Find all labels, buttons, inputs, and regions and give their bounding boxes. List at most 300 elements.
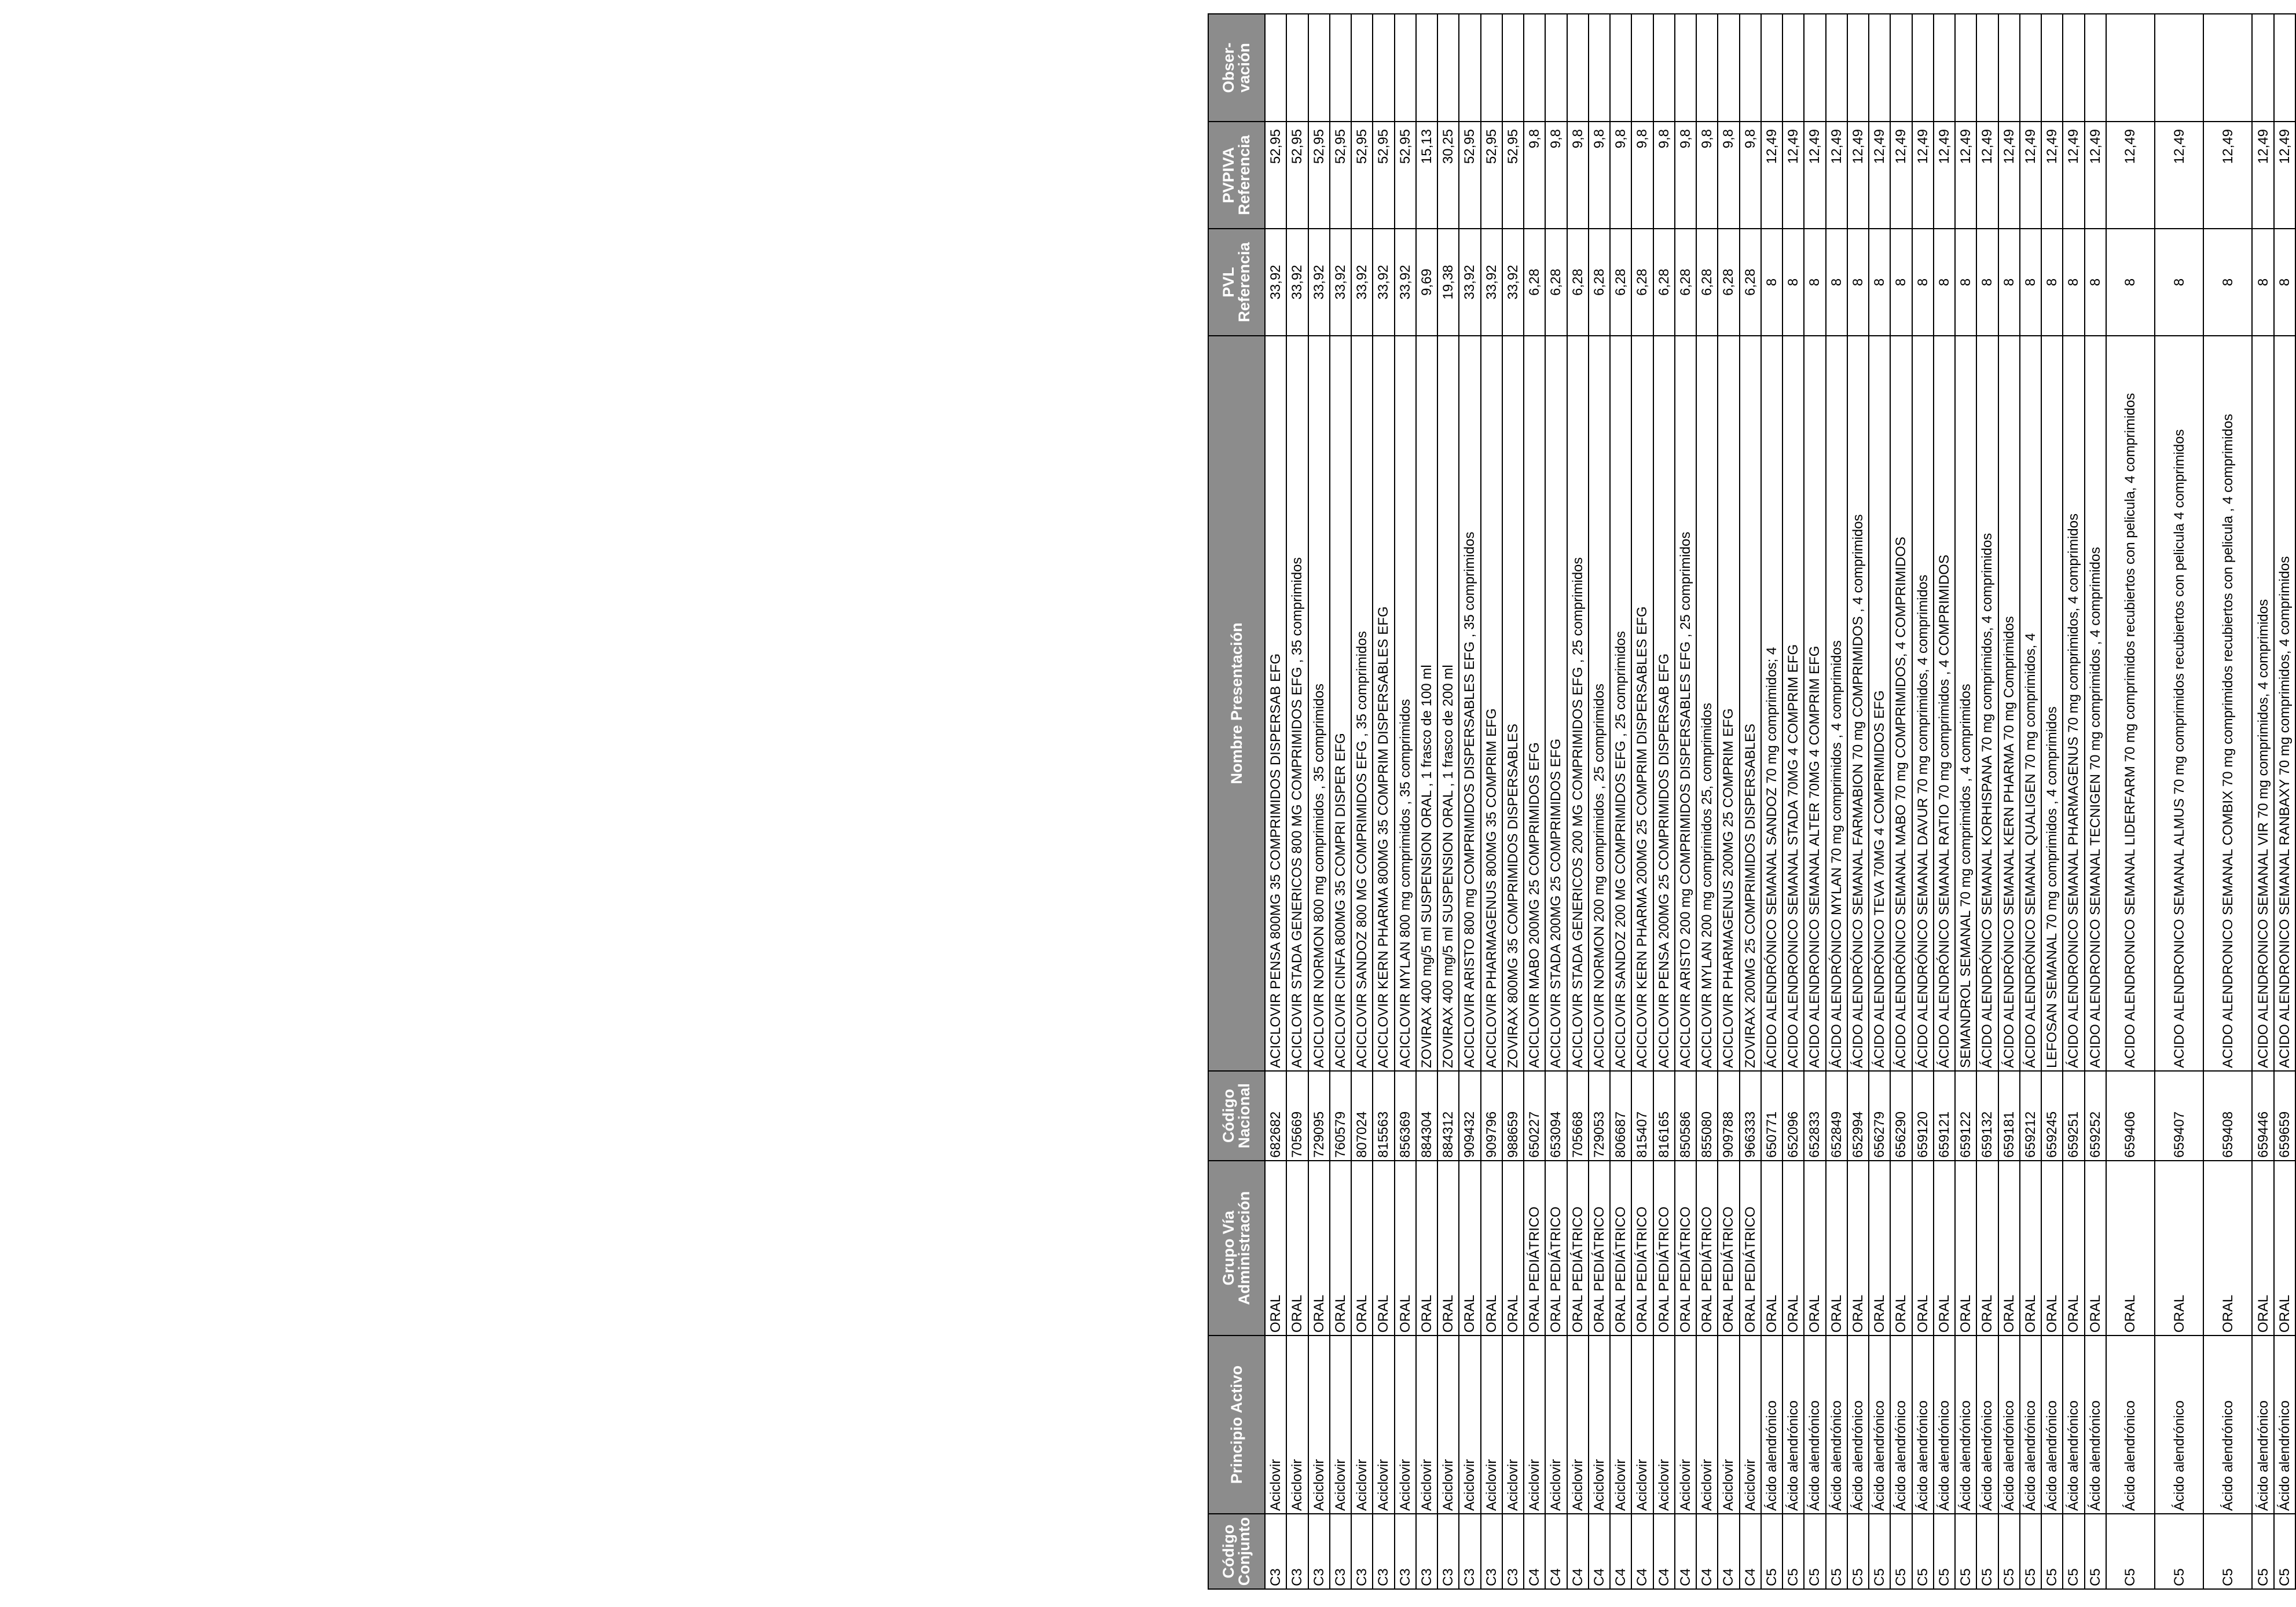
pvpiva-cell: 9,8	[1631, 122, 1653, 229]
principio-activo-cell: Ácido alendrónico	[1761, 1336, 1782, 1514]
pvpiva-cell: 9,8	[1696, 122, 1718, 229]
nombre-presentacion-cell: ACICLOVIR ARISTO 800 mg COMPRIMIDOS DISPERSABLES EFG , 35 comprimidos	[1459, 336, 1480, 1071]
observacion-cell	[1395, 14, 1416, 122]
observacion-cell	[1782, 14, 1804, 122]
nombre-presentacion-cell: ACIDO ALENDRONICO SEMANAL RANBAXY 70 mg comprimidos, 4 comprimidos	[2274, 336, 2295, 1071]
codigo-nacional-cell: 659407	[2155, 1071, 2203, 1161]
nombre-presentacion-cell: ACIDO ALENDRONICO SEMANAL COMBIX 70 mg comprimidos recubiertos con pelicula , 4 comprimidos	[2203, 336, 2252, 1071]
observacion-cell	[1631, 14, 1653, 122]
pvpiva-cell: 52,95	[1373, 122, 1394, 229]
nombre-presentacion-cell: ACIDO ALENDRONICO SEMANAL VIR 70 mg comprimidos, 4 comprimidos	[2252, 336, 2273, 1071]
codigo-nacional-cell: 909432	[1459, 1071, 1480, 1161]
pvl-cell: 8	[2203, 229, 2252, 336]
codigo-nacional-cell: 855080	[1696, 1071, 1718, 1161]
codigo-nacional-cell: 760579	[1330, 1071, 1351, 1161]
nombre-presentacion-cell: ÁCIDO ALENDRÓNICO SEMANAL SANDOZ 70 mg comprimidos; 4	[1761, 336, 1782, 1071]
nombre-presentacion-cell: ZOVIRAX 400 mg/5 ml SUSPENSION ORAL , 1 frasco de 200 ml	[1437, 336, 1459, 1071]
principio-activo-cell: Aciclovir	[1459, 1336, 1480, 1514]
pvpiva-cell: 12,49	[1826, 122, 1847, 229]
table-row	[1416, 14, 1437, 1589]
nombre-presentacion-cell: ACICLOVIR MYLAN 200 mg comprimidos 25, comprimidos	[1696, 336, 1718, 1071]
nombre-presentacion-cell: ÁCIDO ALENDRÓNICO SEMANAL QUALIGEN 70 mg comprimidos, 4	[2020, 336, 2041, 1071]
grupo-via-cell: ORAL	[1955, 1161, 1976, 1336]
table-row	[1912, 14, 1934, 1589]
nombre-presentacion-cell: ZOVIRAX 200MG 25 COMPRIMIDOS DISPERSABLES	[1740, 336, 1761, 1071]
grupo-via-cell: ORAL	[1265, 1161, 1286, 1336]
principio-activo-cell: Aciclovir	[1481, 1336, 1502, 1514]
observacion-cell	[2155, 14, 2203, 122]
observacion-cell	[1524, 14, 1545, 122]
pvpiva-cell: 12,49	[1934, 122, 1955, 229]
observacion-cell	[2041, 14, 2063, 122]
codigo-nacional-cell: 682682	[1265, 1071, 1286, 1161]
pvpiva-cell: 12,49	[2203, 122, 2252, 229]
table-row	[2274, 14, 2295, 1589]
table-row	[1286, 14, 1308, 1589]
table-row	[1653, 14, 1675, 1589]
nombre-presentacion-cell: ÁCIDO ALENDRÓNICO SEMANAL KERN PHARMA 70 mg Comprimidos	[1998, 336, 2020, 1071]
codigo-nacional-cell: 909796	[1481, 1071, 1502, 1161]
pvpiva-cell: 12,49	[1869, 122, 1890, 229]
pvpiva-cell: 9,8	[1589, 122, 1610, 229]
pvpiva-cell: 12,49	[1847, 122, 1869, 229]
codigo-nacional-cell: 659181	[1998, 1071, 2020, 1161]
codigo-conjunto-cell: C5	[1869, 1514, 1890, 1589]
grupo-via-cell: ORAL	[1395, 1161, 1416, 1336]
pvl-cell: 6,28	[1675, 229, 1696, 336]
table-row	[1804, 14, 1825, 1589]
principio-activo-cell: Ácido alendrónico	[1826, 1336, 1847, 1514]
codigo-nacional-cell: 652833	[1804, 1071, 1825, 1161]
principio-activo-cell: Aciclovir	[1610, 1336, 1631, 1514]
grupo-via-cell: ORAL	[1912, 1161, 1934, 1336]
principio-activo-cell: Aciclovir	[1330, 1336, 1351, 1514]
codigo-nacional-cell: 815563	[1373, 1071, 1394, 1161]
pvpiva-cell: 15,13	[1416, 122, 1437, 229]
codigo-conjunto-cell: C3	[1395, 1514, 1416, 1589]
codigo-nacional-cell: 815407	[1631, 1071, 1653, 1161]
pvl-cell: 6,28	[1524, 229, 1545, 336]
observacion-cell	[1437, 14, 1459, 122]
pvl-cell: 8	[1976, 229, 1998, 336]
pvpiva-cell: 9,8	[1675, 122, 1696, 229]
pvpiva-cell: 9,8	[1524, 122, 1545, 229]
grupo-via-cell: ORAL	[2020, 1161, 2041, 1336]
pvl-cell: 8	[2274, 229, 2295, 336]
principio-activo-cell: Aciclovir	[1589, 1336, 1610, 1514]
principio-activo-cell: Aciclovir	[1308, 1336, 1330, 1514]
table-row	[2020, 14, 2041, 1589]
pvpiva-cell: 9,8	[1545, 122, 1567, 229]
grupo-via-cell: ORAL	[2155, 1161, 2203, 1336]
nombre-presentacion-cell: SEMANDROL SEMANAL 70 mg comprimidos , 4 comprimidos	[1955, 336, 1976, 1071]
principio-activo-cell: Ácido alendrónico	[1912, 1336, 1934, 1514]
grupo-via-cell: ORAL	[1869, 1161, 1890, 1336]
rotated-page	[1208, 14, 2296, 1590]
pvl-cell: 6,28	[1631, 229, 1653, 336]
codigo-conjunto-cell: C4	[1653, 1514, 1675, 1589]
codigo-conjunto-cell: C4	[1675, 1514, 1696, 1589]
grupo-via-cell: ORAL	[1890, 1161, 1912, 1336]
table-row	[2203, 14, 2252, 1589]
table-row	[1330, 14, 1351, 1589]
observacion-cell	[1998, 14, 2020, 122]
table-row	[1890, 14, 1912, 1589]
codigo-conjunto-cell: C5	[2063, 1514, 2084, 1589]
grupo-via-cell: ORAL	[1459, 1161, 1480, 1336]
pvl-cell: 8	[1934, 229, 1955, 336]
codigo-nacional-cell: 806687	[1610, 1071, 1631, 1161]
codigo-conjunto-cell: C4	[1696, 1514, 1718, 1589]
table-row	[1826, 14, 1847, 1589]
table-row	[1934, 14, 1955, 1589]
codigo-conjunto-cell: C3	[1373, 1514, 1394, 1589]
pvpiva-cell: 9,8	[1567, 122, 1589, 229]
pvl-cell: 6,28	[1589, 229, 1610, 336]
pvpiva-cell: 30,25	[1437, 122, 1459, 229]
pvl-cell: 33,92	[1330, 229, 1351, 336]
codigo-conjunto-cell: C5	[1912, 1514, 1934, 1589]
pvl-cell: 8	[1998, 229, 2020, 336]
pvl-cell: 33,92	[1502, 229, 1524, 336]
table-row	[2085, 14, 2106, 1589]
pvl-cell: 33,92	[1481, 229, 1502, 336]
pvpiva-cell: 12,49	[2041, 122, 2063, 229]
codigo-nacional-cell: 656279	[1869, 1071, 1890, 1161]
observacion-cell	[1502, 14, 1524, 122]
pvl-cell: 8	[2063, 229, 2084, 336]
nombre-presentacion-cell: ACICLOVIR CINFA 800MG 35 COMPRI DISPER EFG	[1330, 336, 1351, 1071]
observacion-cell	[2106, 14, 2155, 122]
pvpiva-cell: 52,95	[1502, 122, 1524, 229]
pvl-cell: 33,92	[1286, 229, 1308, 336]
observacion-header: Obser- vación	[1208, 14, 1265, 122]
grupo-via-cell: ORAL	[1998, 1161, 2020, 1336]
codigo-nacional-cell: 988659	[1502, 1071, 1524, 1161]
codigo-conjunto-cell: C4	[1524, 1514, 1545, 1589]
codigo-conjunto-cell: C3	[1416, 1514, 1437, 1589]
principio-activo-cell: Ácido alendrónico	[2252, 1336, 2273, 1514]
table-row	[1610, 14, 1631, 1589]
grupo-via-cell: ORAL	[1502, 1161, 1524, 1336]
codigo-nacional-cell: 807024	[1351, 1071, 1373, 1161]
grupo-via-cell: ORAL	[2041, 1161, 2063, 1336]
nombre-presentacion-cell: ÁCIDO ALENDRÓNICO TEVA 70MG 4 COMPRIMIDOS EFG	[1869, 336, 1890, 1071]
codigo-conjunto-cell: C5	[2085, 1514, 2106, 1589]
pvl-cell: 33,92	[1395, 229, 1416, 336]
observacion-cell	[1373, 14, 1394, 122]
principio-activo-cell: Aciclovir	[1286, 1336, 1308, 1514]
codigo-nacional-cell: 850586	[1675, 1071, 1696, 1161]
grupo-via-cell: ORAL	[1826, 1161, 1847, 1336]
nombre-presentacion-cell: ACICLOVIR STADA 200MG 25 COMPRIMIDOS EFG	[1545, 336, 1567, 1071]
principio-activo-cell: Ácido alendrónico	[2106, 1336, 2155, 1514]
nombre-presentacion-cell: ACICLOVIR NORMON 800 mg comprimidos , 35 comprimidos	[1308, 336, 1330, 1071]
nombre-presentacion-cell: ACIDO ALENDRONICO SEMANAL TECNIGEN 70 mg comprimidos , 4 comprimidos	[2085, 336, 2106, 1071]
grupo-via-cell: ORAL PEDIÁTRICO	[1718, 1161, 1739, 1336]
grupo-via-cell: ORAL	[1782, 1161, 1804, 1336]
principio-activo-cell: Aciclovir	[1740, 1336, 1761, 1514]
table-row	[1869, 14, 1890, 1589]
pvl-cell: 6,28	[1610, 229, 1631, 336]
principio-activo-cell: Aciclovir	[1524, 1336, 1545, 1514]
codigo-conjunto-cell: C5	[1890, 1514, 1912, 1589]
pvl-cell: 6,28	[1740, 229, 1761, 336]
observacion-cell	[1890, 14, 1912, 122]
nombre-presentacion-cell: ÁCIDO ALENDRONICO SEMANAL PHARMAGENUS 70 mg comprimidos, 4 comprimidos	[2063, 336, 2084, 1071]
codigo-nacional-cell: 705668	[1567, 1071, 1589, 1161]
observacion-cell	[1286, 14, 1308, 122]
codigo-conjunto-cell: C4	[1567, 1514, 1589, 1589]
pvpiva-cell: 12,49	[1955, 122, 1976, 229]
observacion-cell	[1653, 14, 1675, 122]
grupo-via-cell: ORAL	[2274, 1161, 2295, 1336]
pvpiva-cell: 12,49	[2106, 122, 2155, 229]
grupo-via-cell: ORAL PEDIÁTRICO	[1675, 1161, 1696, 1336]
nombre-presentacion-cell: ACICLOVIR MABO 200MG 25 COMPRIMIDOS EFG	[1524, 336, 1545, 1071]
observacion-cell	[2252, 14, 2273, 122]
codigo-conjunto-cell: C4	[1740, 1514, 1761, 1589]
codigo-nacional-cell: 659659	[2274, 1071, 2295, 1161]
pvl-cell: 8	[2155, 229, 2203, 336]
principio-activo-cell: Aciclovir	[1395, 1336, 1416, 1514]
codigo-conjunto-cell: C4	[1545, 1514, 1567, 1589]
codigo-conjunto-cell: C3	[1437, 1514, 1459, 1589]
table-row	[1502, 14, 1524, 1589]
grupo-via-cell: ORAL	[1437, 1161, 1459, 1336]
pvl-cell: 6,28	[1718, 229, 1739, 336]
grupo-via-cell: ORAL PEDIÁTRICO	[1631, 1161, 1653, 1336]
principio-activo-cell: Aciclovir	[1265, 1336, 1286, 1514]
grupo-via-cell: ORAL	[1481, 1161, 1502, 1336]
principio-activo-cell: Ácido alendrónico	[2063, 1336, 2084, 1514]
codigo-nacional-cell: 650227	[1524, 1071, 1545, 1161]
nombre-presentacion-cell: ACICLOVIR PENSA 200MG 25 COMPRIMIDOS DISPERSAB EFG	[1653, 336, 1675, 1071]
observacion-cell	[2020, 14, 2041, 122]
pvl-cell: 33,92	[1308, 229, 1330, 336]
table-row	[1631, 14, 1653, 1589]
pvl-cell: 6,28	[1653, 229, 1675, 336]
grupo-via-cell: ORAL	[1761, 1161, 1782, 1336]
codigo-conjunto-cell: C5	[1998, 1514, 2020, 1589]
grupo-via-cell: ORAL	[1308, 1161, 1330, 1336]
codigo-conjunto-cell: C3	[1459, 1514, 1480, 1589]
codigo-conjunto-cell: C3	[1286, 1514, 1308, 1589]
pvl-cell: 8	[1912, 229, 1934, 336]
pvpiva-cell: 12,49	[1890, 122, 1912, 229]
grupo-via-cell: ORAL	[1351, 1161, 1373, 1336]
pvpiva-cell: 9,8	[1740, 122, 1761, 229]
nombre-presentacion-cell: ACICLOVIR KERN PHARMA 200MG 25 COMPRIM DISPERSABLES EFG	[1631, 336, 1653, 1071]
grupo-via-cell: ORAL	[1976, 1161, 1998, 1336]
pvpiva-cell: 12,49	[1998, 122, 2020, 229]
pvpiva-cell: 9,8	[1610, 122, 1631, 229]
observacion-cell	[1265, 14, 1286, 122]
pvpiva-cell: 12,49	[1912, 122, 1934, 229]
principio-activo-cell: Ácido alendrónico	[2203, 1336, 2252, 1514]
nombre-presentacion-cell: ZOVIRAX 800MG 35 COMPRIMIDOS DISPERSABLES	[1502, 336, 1524, 1071]
pvl-cell: 8	[1782, 229, 1804, 336]
principio-activo-cell: Aciclovir	[1653, 1336, 1675, 1514]
codigo-nacional-cell: 659252	[2085, 1071, 2106, 1161]
codigo-nacional-cell: 729095	[1308, 1071, 1330, 1161]
nombre-presentacion-cell: ACICLOVIR KERN PHARMA 800MG 35 COMPRIM DISPERSABLES EFG	[1373, 336, 1394, 1071]
codigo-nacional-cell: 656290	[1890, 1071, 1912, 1161]
codigo-conjunto-cell: C5	[2203, 1514, 2252, 1589]
principio-activo-cell: Aciclovir	[1567, 1336, 1589, 1514]
codigo-nacional-cell: 659120	[1912, 1071, 1934, 1161]
nombre-presentacion-cell: ACICLOVIR ARISTO 200 mg COMPRIMIDOS DISPERSABLES EFG , 25 comprimidos	[1675, 336, 1696, 1071]
table-row	[1308, 14, 1330, 1589]
codigo-nacional-cell: 659406	[2106, 1071, 2155, 1161]
pvl-cell: 8	[2252, 229, 2273, 336]
nombre-presentacion-cell: ÁCIDO ALENDRÓNICO SEMANAL FARMABION 70 mg COMPRIMIDOS , 4 comprimidos	[1847, 336, 1869, 1071]
codigo-conjunto-cell: C3	[1265, 1514, 1286, 1589]
observacion-cell	[1330, 14, 1351, 122]
pvl-cell: 8	[2020, 229, 2041, 336]
principio-activo-cell: Ácido alendrónico	[2155, 1336, 2203, 1514]
pvl-cell: 8	[1847, 229, 1869, 336]
pvpiva-cell: 52,95	[1265, 122, 1286, 229]
grupo-via-cell: ORAL	[1847, 1161, 1869, 1336]
nombre-presentacion-cell: ACIDO ALENDRONICO SEMANAL ALTER 70MG 4 COMPRIM EFG	[1804, 336, 1825, 1071]
observacion-cell	[1804, 14, 1825, 122]
principio-activo-cell: Aciclovir	[1696, 1336, 1718, 1514]
table-row	[1567, 14, 1589, 1589]
table-row	[2106, 14, 2155, 1589]
nombre-presentacion-cell: ÁCIDO ALENDRÓNICO SEMANAL KORHISPANA 70 mg comprimidos, 4 comprimidos	[1976, 336, 1998, 1071]
table-row	[2155, 14, 2203, 1589]
pvl-cell: 8	[1761, 229, 1782, 336]
codigo-conjunto-cell: C3	[1308, 1514, 1330, 1589]
table-row	[1847, 14, 1869, 1589]
codigo-conjunto-cell: C5	[2041, 1514, 2063, 1589]
principio-activo-cell: Ácido alendrónico	[1955, 1336, 1976, 1514]
table-row	[1351, 14, 1373, 1589]
pvl-cell: 6,28	[1545, 229, 1567, 336]
grupo-via-cell: ORAL PEDIÁTRICO	[1567, 1161, 1589, 1336]
table-row	[1740, 14, 1761, 1589]
nombre-presentacion-cell: ACICLOVIR STADA GENERICOS 800 MG COMPRIMIDOS EFG , 35 comprimidos	[1286, 336, 1308, 1071]
codigo-conjunto-cell: C5	[2252, 1514, 2273, 1589]
principio-activo-cell: Ácido alendrónico	[1869, 1336, 1890, 1514]
codigo-nacional-cell: 884304	[1416, 1071, 1437, 1161]
table-row	[1459, 14, 1480, 1589]
table-row	[1524, 14, 1545, 1589]
observacion-cell	[1740, 14, 1761, 122]
codigo-conjunto-cell: C5	[1782, 1514, 1804, 1589]
codigo-nacional-cell: 856369	[1395, 1071, 1416, 1161]
grupo-via-cell: ORAL	[1934, 1161, 1955, 1336]
principio-activo-cell: Ácido alendrónico	[1804, 1336, 1825, 1514]
nombre-presentacion-cell: ACICLOVIR MYLAN 800 mg comprimidos , 35 comprimidos	[1395, 336, 1416, 1071]
pvl-cell: 8	[1869, 229, 1890, 336]
observacion-cell	[1869, 14, 1890, 122]
nombre-presentacion-cell: ACICLOVIR SANDOZ 800 MG COMPRIMIDOS EFG , 35 comprimidos	[1351, 336, 1373, 1071]
grupo-via-header: Grupo Vía Administración	[1208, 1161, 1265, 1336]
pvpiva-cell: 52,95	[1481, 122, 1502, 229]
pvl-cell: 8	[1955, 229, 1976, 336]
codigo-nacional-cell: 650771	[1761, 1071, 1782, 1161]
codigo-nacional-cell: 884312	[1437, 1071, 1459, 1161]
observacion-cell	[1567, 14, 1589, 122]
codigo-conjunto-cell: C4	[1718, 1514, 1739, 1589]
pvpiva-cell: 12,49	[1761, 122, 1782, 229]
observacion-cell	[1351, 14, 1373, 122]
codigo-conjunto-cell: C3	[1502, 1514, 1524, 1589]
principio-activo-cell: Aciclovir	[1545, 1336, 1567, 1514]
table-row	[1782, 14, 1804, 1589]
pvpiva-cell: 52,95	[1459, 122, 1480, 229]
pvl-cell: 8	[1826, 229, 1847, 336]
grupo-via-cell: ORAL PEDIÁTRICO	[1545, 1161, 1567, 1336]
principio-activo-cell: Ácido alendrónico	[1890, 1336, 1912, 1514]
pvpiva-cell: 12,49	[1782, 122, 1804, 229]
grupo-via-cell: ORAL	[2063, 1161, 2084, 1336]
table-row	[1265, 14, 1286, 1589]
principio-activo-cell: Ácido alendrónico	[1847, 1336, 1869, 1514]
principio-activo-cell: Aciclovir	[1675, 1336, 1696, 1514]
pvl-cell: 6,28	[1696, 229, 1718, 336]
table-row	[1718, 14, 1739, 1589]
pvpiva-cell: 12,49	[2252, 122, 2273, 229]
pvpiva-cell: 12,49	[2020, 122, 2041, 229]
codigo-nacional-cell: 909788	[1718, 1071, 1739, 1161]
observacion-cell	[1934, 14, 1955, 122]
principio-activo-cell: Aciclovir	[1416, 1336, 1437, 1514]
grupo-via-cell: ORAL PEDIÁTRICO	[1740, 1161, 1761, 1336]
principio-activo-cell: Ácido alendrónico	[2020, 1336, 2041, 1514]
table-body	[1265, 14, 2295, 1589]
observacion-cell	[1545, 14, 1567, 122]
pvpiva-cell: 12,49	[1804, 122, 1825, 229]
observacion-cell	[1308, 14, 1330, 122]
grupo-via-cell: ORAL PEDIÁTRICO	[1653, 1161, 1675, 1336]
nombre-presentacion-cell: ACICLOVIR PHARMAGENUS 200MG 25 COMPRIM EFG	[1718, 336, 1739, 1071]
table-row	[1589, 14, 1610, 1589]
codigo-nacional-cell: 659212	[2020, 1071, 2041, 1161]
codigo-nacional-cell: 659121	[1934, 1071, 1955, 1161]
grupo-via-cell: ORAL	[2252, 1161, 2273, 1336]
grupo-via-cell: ORAL	[1373, 1161, 1394, 1336]
table-header-row	[1208, 14, 1265, 1589]
pvpiva-cell: 52,95	[1395, 122, 1416, 229]
pvl-cell: 8	[2106, 229, 2155, 336]
table-row	[1481, 14, 1502, 1589]
codigo-nacional-cell: 659251	[2063, 1071, 2084, 1161]
table-row	[1955, 14, 1976, 1589]
pvpiva-cell: 12,49	[2155, 122, 2203, 229]
grupo-via-cell: ORAL PEDIÁTRICO	[1696, 1161, 1718, 1336]
observacion-cell	[1976, 14, 1998, 122]
table-row	[1675, 14, 1696, 1589]
nombre-presentacion-cell: ACICLOVIR PENSA 800MG 35 COMPRIMIDOS DISPERSAB EFG	[1265, 336, 1286, 1071]
codigo-conjunto-cell: C5	[1804, 1514, 1825, 1589]
observacion-cell	[1675, 14, 1696, 122]
codigo-conjunto-cell: C5	[1761, 1514, 1782, 1589]
codigo-conjunto-cell: C5	[1976, 1514, 1998, 1589]
codigo-nacional-cell: 659446	[2252, 1071, 2273, 1161]
observacion-cell	[1589, 14, 1610, 122]
observacion-cell	[1718, 14, 1739, 122]
codigo-conjunto-cell: C5	[2106, 1514, 2155, 1589]
principio-activo-cell: Aciclovir	[1718, 1336, 1739, 1514]
codigo-nacional-cell: 652994	[1847, 1071, 1869, 1161]
table-row	[1437, 14, 1459, 1589]
pvpiva-cell: 52,95	[1286, 122, 1308, 229]
grupo-via-cell: ORAL	[1804, 1161, 1825, 1336]
observacion-cell	[1459, 14, 1480, 122]
